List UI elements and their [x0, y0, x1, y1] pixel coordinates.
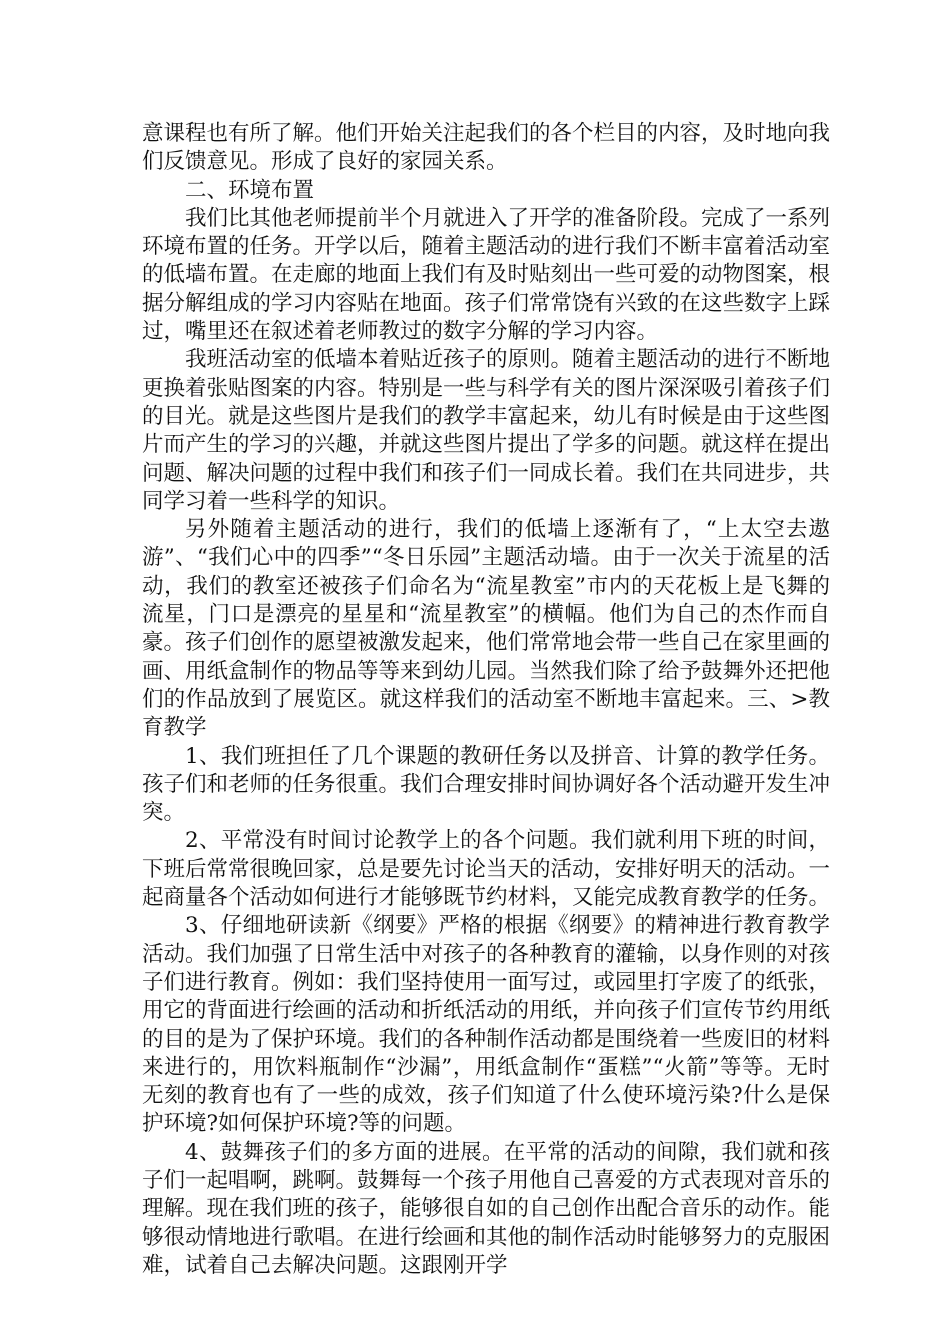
document-page [142, 120, 830, 1280]
paragraph-teaching-item-4: 4、鼓舞孩子们的多方面的进展。在平常的活动的间隙，我们就和孩子们一起唱啊，跳啊。鼓舞每一个孩子用他自己喜爱的方式表现对音乐的理解。现在我们班的孩子，能够很自如的自己创作出配合音乐的动作。能够很动情地进行歌唱。在进行绘画和其他的制作活动时能够努力的克服困难，试着自己去解决问题。这跟刚开学 [142, 1139, 831, 1278]
paragraph-low-wall: 我班活动室的低墙本着贴近孩子的原则。随着主题活动的进行不断地更换着张贴图案的内容。特别是一些与科学有关的图片深深吸引着孩子们的目光。就是这些图片是我们的教学丰富起来，幼儿有时候是由于这些图片而产生的学习的兴趣，并就这些图片提出了学多的问题。就这样在提出问题、解决问题的过程中我们和孩子们一同成长着。我们在共同进步，共同学习着一些科学的知识。 [142, 347, 831, 514]
paragraph-teaching-item-2: 2、平常没有时间讨论教学上的各个问题。我们就利用下班的时间，下班后常常很晚回家，总是要先讨论当天的活动，安排好明天的活动。一起商量各个活动如何进行才能够既节约材料，又能完成教育教学的任务。 [142, 828, 831, 911]
section-heading-environment: 二、环境布置 [185, 177, 315, 203]
paragraph-environment-prep: 我们比其他老师提前半个月就进入了开学的准备阶段。完成了一系列环境布置的任务。开学以后，随着主题活动的进行我们不断丰富着活动室的低墙布置。在走廊的地面上我们有及时贴刻出一些可爱的动物图案，根据分解组成的学习内容贴在地面。孩子们常常饶有兴致的在这些数字上踩过，嘴里还在叙述着老师教过的数字分解的学习内容。 [142, 205, 831, 345]
paragraph-teaching-item-1: 1、我们班担任了几个课题的教研任务以及拼音、计算的教学任务。孩子们和老师的任务很重。我们合理安排时间协调好各个活动避开发生冲突。 [142, 743, 831, 826]
paragraph-teaching-item-3: 3、仔细地研读新《纲要》严格的根据《纲要》的精神进行教育教学活动。我们加强了日常生活中对孩子的各种教育的灌输，以身作则的对孩子们进行教育。例如：我们坚持使用一面写过，或园里打字废了的纸张，用它的背面进行绘画的活动和折纸活动的用纸，并向孩子们宣传节约用纸的目的是为了保护环境。我们的各种制作活动都是围绕着一些废旧的材料来进行的，用饮料瓶制作“沙漏”，用纸盒制作“蛋糕”“火箭”等等。无时无刻的教育也有了一些的成效，孩子们知道了什么使环境污染?什么是保护环境?如何保护环境?等的问题。 [142, 913, 831, 1137]
paragraph-theme-walls: 另外随着主题活动的进行，我们的低墙上逐渐有了，“上太空去遨游”、“我们心中的四季”“冬日乐园”主题活动墙。由于一次关于流星的活动，我们的教室还被孩子们命名为“流星教室”市内的天花板上是飞舞的流星，门口是漂亮的星星和“流星教室”的横幅。他们为自己的杰作而自豪。孩子们创作的愿望被激发起来，他们常常地会带一些自己在家里画的画、用纸盒制作的物品等等来到幼儿园。当然我们除了给予鼓舞外还把他们的作品放到了展览区。就这样我们的活动室不断地丰富起来。三、>教育教学 [142, 517, 831, 741]
paragraph-intro-continuation: 意课程也有所了解。他们开始关注起我们的各个栏目的内容，及时地向我们反馈意见。形成了良好的家园关系。 [142, 121, 831, 175]
